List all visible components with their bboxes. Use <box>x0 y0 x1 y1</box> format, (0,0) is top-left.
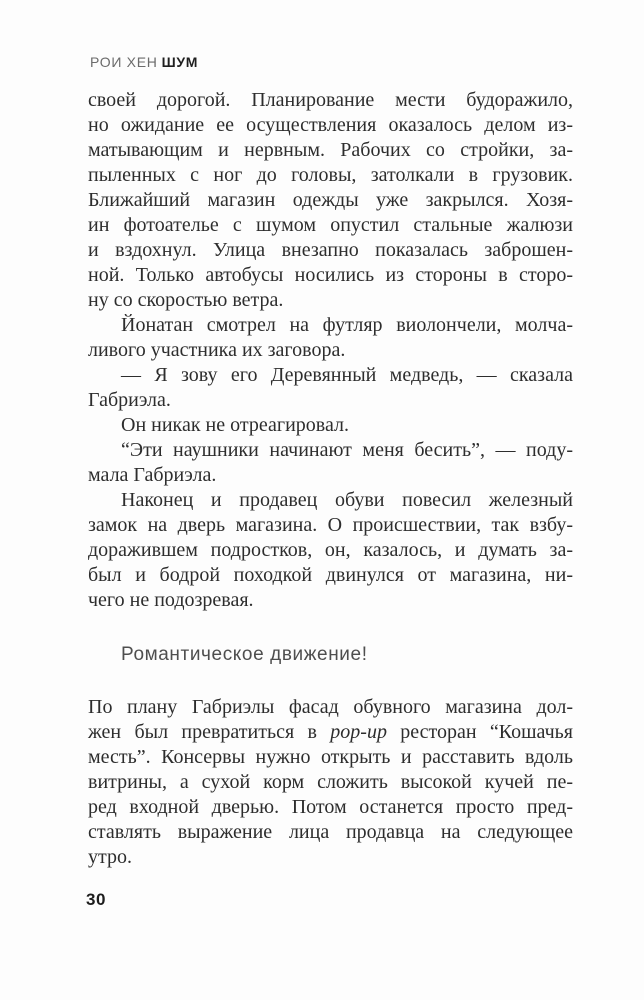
text-line: и вздохнул. Улица внезапно показалась заброшен- <box>88 239 573 261</box>
text-line <box>88 720 573 745</box>
paragraph <box>88 438 573 488</box>
text-line: месть”. Консервы нужно открыть и расставить вдоль <box>88 746 573 768</box>
text-line: матывающим и нервным. Рабочих со стройки, за- <box>88 139 573 161</box>
text-line: “Эти наушники начинают меня бесить”, — поду- <box>121 439 573 461</box>
text-line: ред входной дверью. Потом останется просто пред- <box>88 796 573 818</box>
text-line: доражившем подростков, он, казалось, и думать за- <box>88 539 573 561</box>
text-line: замок на дверь магазина. О происшествии, так взбу- <box>88 514 573 536</box>
text-segment: ресторан “Кошачья <box>386 721 574 743</box>
book-title: ШУМ <box>161 54 199 70</box>
text-line: Йонатан смотрел на футляр виолончели, молча- <box>121 314 573 336</box>
text-segment: жен был превратиться в <box>88 721 331 743</box>
body-text <box>88 88 573 870</box>
text-line: — Я зову его Деревянный медведь, — сказала <box>121 364 573 386</box>
paragraph-dialogue <box>88 363 573 413</box>
text-line: чего не подозревая. <box>88 589 254 611</box>
paragraph <box>88 488 573 613</box>
message-line: Романтическое движение! <box>121 644 368 665</box>
text-line: ливого участника их заговора. <box>88 339 346 361</box>
paragraph <box>88 313 573 363</box>
text-line: ной. Только автобусы носились из стороны в сторо- <box>88 264 573 286</box>
text-line: мала Габриэла. <box>88 464 217 486</box>
running-header <box>90 54 198 70</box>
text-segment-italic: pop-up <box>330 721 387 743</box>
text-line: ну со скоростью ветра. <box>88 289 284 311</box>
text-line: Ближайший магазин одежды уже закрылся. Хозя- <box>88 189 573 211</box>
paragraph <box>88 88 573 313</box>
text-line: ин фотоателье с шумом опустил стальные жалюзи <box>88 214 573 236</box>
page-number: 30 <box>86 890 106 909</box>
paragraph <box>88 695 573 870</box>
text-line: Наконец и продавец обуви повесил железный <box>121 489 573 511</box>
text-line: своей дорогой. Планирование мести будоражило, <box>88 89 573 111</box>
text-line: был и бодрой походкой двинулся от магазина, ни- <box>88 564 573 586</box>
text-line: Он никак не отреагировал. <box>121 414 349 436</box>
paragraph <box>88 413 573 438</box>
text-line: По плану Габриэлы фасад обувного магазина дол- <box>88 696 573 718</box>
author-name: РОИ ХЕН <box>90 54 158 70</box>
text-line: ставлять выражение лица продавца на следующее <box>88 821 573 843</box>
text-line: пыленных с ног до головы, затолкали в грузовик. <box>88 164 573 186</box>
text-line: Габриэла. <box>88 389 171 411</box>
text-line: утро. <box>88 846 132 868</box>
text-line: витрины, а сухой корм сложить высокой кучей пе- <box>88 771 573 793</box>
text-line: но ожидание ее осуществления оказалось делом из- <box>88 114 573 136</box>
